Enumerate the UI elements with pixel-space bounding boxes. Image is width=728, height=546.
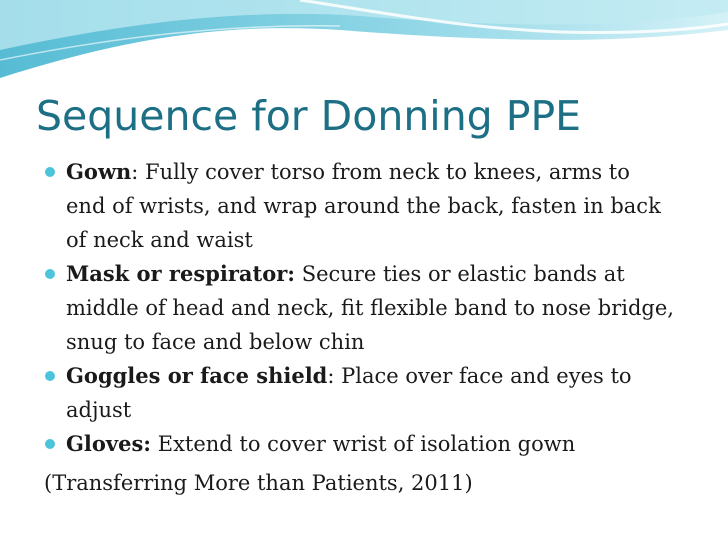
bullet-text: Extend to cover wrist of isolation gown [151, 432, 576, 456]
bullet-gown [46, 155, 674, 257]
bullet-marker-icon [45, 269, 55, 279]
bullet-list [46, 155, 674, 461]
slide-title: Sequence for Donning PPE [36, 92, 582, 140]
bullet-mask [46, 257, 674, 359]
bullet-goggles [46, 359, 674, 427]
citation: (Transferring More than Patients, 2011) [44, 471, 473, 495]
bullet-marker-icon [45, 371, 55, 381]
bullet-text: Secure ties or elastic bands at middle of head and neck, fit flexible band to nose bridge, snug to face and below chin [66, 262, 674, 354]
bullet-lead: Gown [66, 159, 132, 184]
bullet-text: : Fully cover torso from neck to knees, arms to end of wrists, and wrap around the back, fasten in back of neck and waist [66, 160, 661, 252]
bullet-lead: Mask or respirator: [66, 261, 296, 286]
bullet-text: : Place over face and eyes to adjust [66, 364, 632, 422]
bullet-marker-icon [45, 439, 55, 449]
bullet-lead: Gloves: [66, 431, 152, 456]
bullet-gloves [46, 427, 674, 461]
bullet-marker-icon [45, 167, 55, 177]
header-wave-decoration [0, 0, 728, 90]
bullet-lead: Goggles or face shield [66, 363, 328, 388]
